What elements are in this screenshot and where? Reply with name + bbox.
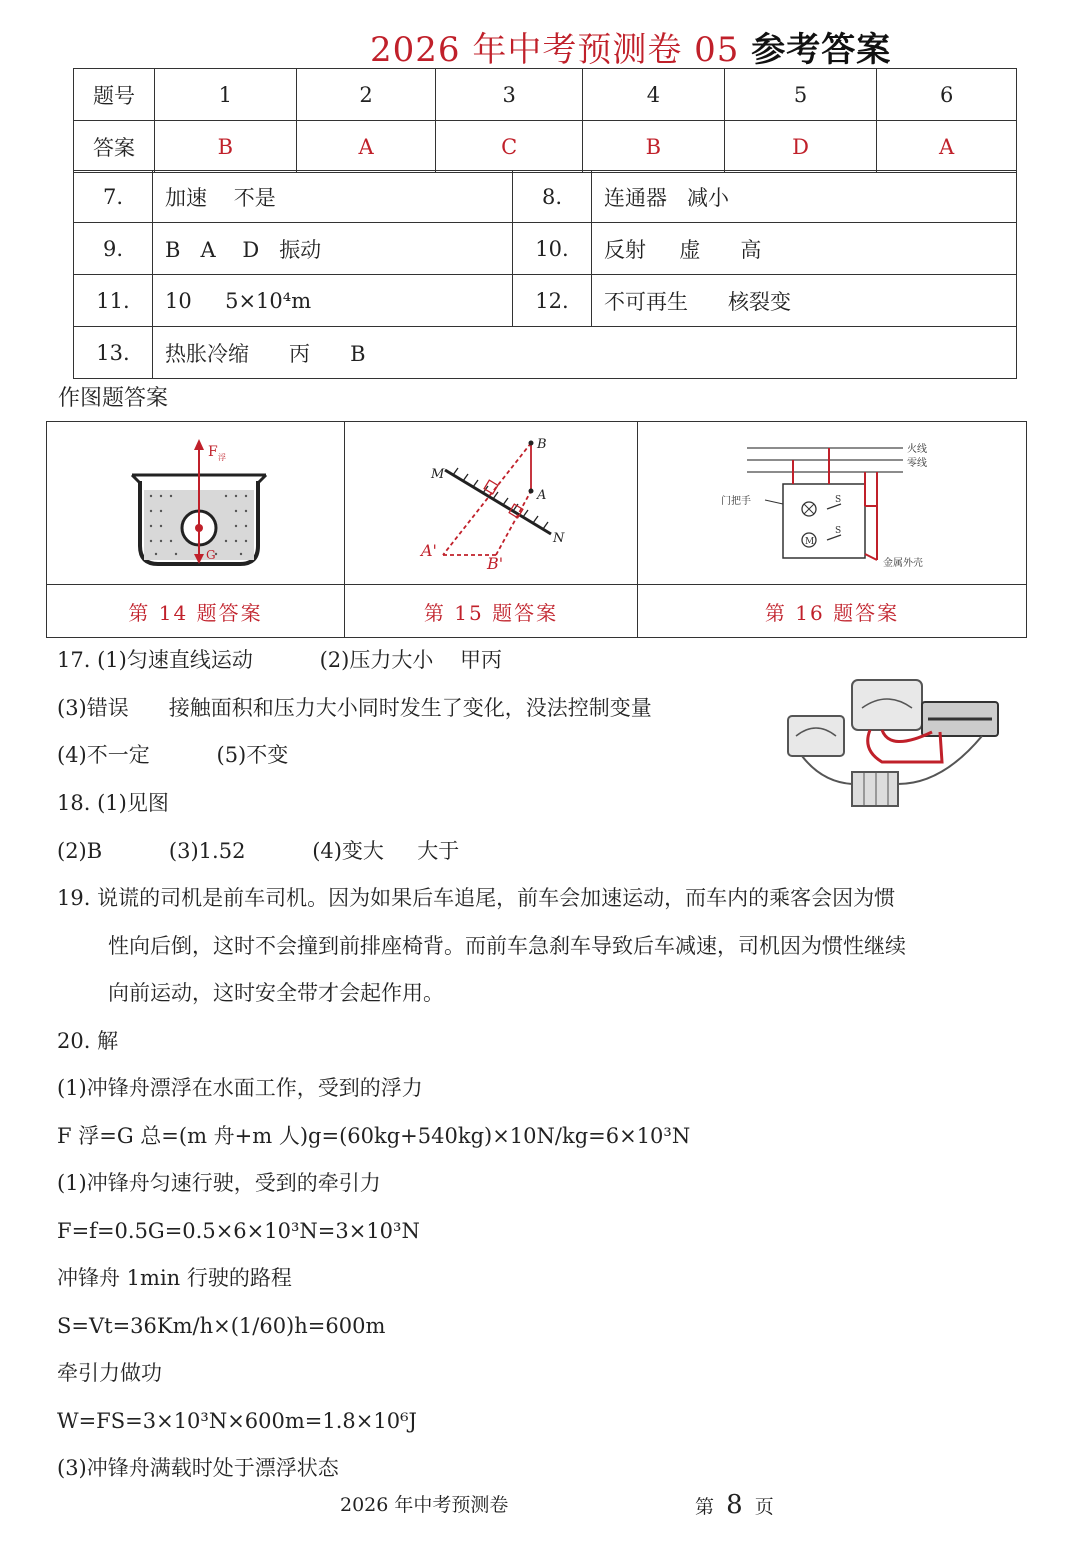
choice-number-row — [74, 69, 1017, 121]
answer-line: (3)冲锋舟满载时处于漂浮状态 — [57, 1456, 339, 1480]
image-b-label: B' — [487, 554, 504, 573]
choice-number: 4 — [583, 69, 725, 121]
answer-line: (4)不一定 (5)不变 — [57, 743, 289, 767]
figure-14-beaker-diagram — [96, 426, 296, 576]
point-a-label: A — [537, 488, 547, 503]
figure-16-circuit-diagram — [717, 426, 947, 576]
figure-15-caption: 第 15 题答案 — [345, 585, 638, 638]
figure-14-cell — [47, 422, 345, 585]
fill-blank-table — [73, 170, 1017, 379]
figure-row — [47, 422, 1027, 585]
answer-line: (1)冲锋舟匀速行驶，受到的牵引力 — [57, 1171, 381, 1195]
switch-2-label: S — [835, 526, 842, 536]
choice-answer: B — [155, 121, 297, 173]
page-title — [370, 22, 890, 72]
answer-line: 牵引力做功 — [57, 1361, 162, 1385]
page-prefix: 第 — [695, 1496, 715, 1518]
fill-answer: 反射 虚 高 — [592, 223, 1017, 275]
choice-number: 5 — [724, 69, 877, 121]
choice-answer: A — [877, 121, 1017, 173]
figure-15-mirror-diagram — [401, 426, 581, 576]
question-number: 9. — [74, 223, 153, 275]
fill-row — [74, 171, 1017, 223]
drawing-section-label: 作图题答案 — [58, 386, 169, 411]
figure-16-cell — [638, 422, 1027, 585]
choice-answer: A — [296, 121, 436, 173]
svg-text:M: M — [805, 537, 815, 547]
answer-line: 18. (1)见图 — [57, 791, 169, 815]
fill-row — [74, 275, 1017, 327]
question-number: 7. — [74, 171, 153, 223]
buoyancy-label: F — [207, 444, 218, 460]
live-wire-label: 火线 — [907, 444, 927, 455]
answer-line: (3)错误 接触面积和压力大小同时发生了变化，没法控制变量 — [57, 696, 652, 720]
choice-number: 1 — [155, 69, 297, 121]
question-number: 10. — [513, 223, 592, 275]
point-m-label: M — [431, 467, 445, 482]
answer-line: (1)冲锋舟漂浮在水面工作，受到的浮力 — [57, 1076, 423, 1100]
fill-answer: 10 5×10⁴m — [153, 275, 513, 327]
choice-answer: B — [583, 121, 725, 173]
answer-line: F=f=0.5G=0.5×6×10³N=3×10³N — [57, 1219, 420, 1243]
switch-1-label: S — [835, 495, 842, 505]
buoyancy-subscript: 浮 — [217, 453, 226, 462]
footer-page-number — [695, 1490, 774, 1520]
choice-number: 6 — [877, 69, 1017, 121]
figure-15-cell — [345, 422, 638, 585]
answer-line: W=FS=3×10³N×600m=1.8×10⁶J — [57, 1409, 417, 1433]
title-suffix: 参考答案 — [751, 30, 892, 70]
choice-answer-table — [73, 68, 1017, 173]
fill-answer: 连通器 减小 — [592, 171, 1017, 223]
question-number: 8. — [513, 171, 592, 223]
figure-16-caption: 第 16 题答案 — [638, 585, 1027, 638]
answer-line: 冲锋舟 1min 行驶的路程 — [57, 1266, 292, 1290]
answer-line: 向前运动，这时安全带才会起作用。 — [108, 981, 444, 1005]
fill-answer: 加速 不是 — [153, 171, 513, 223]
choice-number: 3 — [436, 69, 583, 121]
footer-title: 2026 年中考预测卷 — [340, 1494, 509, 1516]
metal-case-label: 金属外壳 — [883, 558, 923, 569]
answer-line: 20. 解 — [57, 1029, 119, 1053]
choice-row-label: 题号 — [74, 69, 155, 121]
question-number: 11. — [74, 275, 153, 327]
caption-row — [47, 585, 1027, 638]
image-a-label: A' — [421, 541, 437, 560]
answer-line: 19. 说谎的司机是前车司机。因为如果后车追尾，前车会加速运动，而车内的乘客会因为惯 — [57, 886, 896, 910]
answer-line: 17. (1)匀速直线运动 (2)压力大小 甲丙 — [57, 648, 503, 672]
page-suffix: 页 — [754, 1496, 774, 1518]
question-number: 13. — [74, 327, 153, 379]
figure-14-caption: 第 14 题答案 — [47, 585, 345, 638]
answer-line: F 浮=G 总=(m 舟+m 人)g=(60kg+540kg)×10N/kg=6×10³N — [57, 1124, 691, 1148]
choice-number: 2 — [296, 69, 436, 121]
drawing-answer-table — [46, 421, 1027, 638]
point-n-label: N — [553, 531, 565, 546]
answer-line: 性向后倒，这时不会撞到前排座椅背。而前车急刹车导致后车减速，司机因为惯性继续 — [108, 934, 906, 958]
answer-line: S=Vt=36Km/h×(1/60)h=600m — [57, 1314, 386, 1338]
point-b-label: B — [537, 437, 547, 452]
figure-18-circuit-photo — [782, 672, 1004, 812]
fill-answer: B A D 振动 — [153, 223, 513, 275]
question-number: 12. — [513, 275, 592, 327]
answer-row-label: 答案 — [74, 121, 155, 173]
neutral-wire-label: 零线 — [907, 458, 927, 469]
fill-answer: 热胀冷缩 丙 B — [153, 327, 1017, 379]
choice-answer: D — [724, 121, 877, 173]
fill-answer: 不可再生 核裂变 — [592, 275, 1017, 327]
fill-row — [74, 223, 1017, 275]
answer-line: (2)B (3)1.52 (4)变大 大于 — [57, 839, 460, 863]
gravity-label: G — [205, 548, 216, 562]
choice-answer: C — [436, 121, 583, 173]
choice-answer-row — [74, 121, 1017, 173]
page-number: 8 — [726, 1490, 743, 1520]
door-handle-label: 门把手 — [721, 496, 751, 507]
fill-row — [74, 327, 1017, 379]
title-main: 2026 年中考预测卷 05 — [370, 30, 740, 70]
